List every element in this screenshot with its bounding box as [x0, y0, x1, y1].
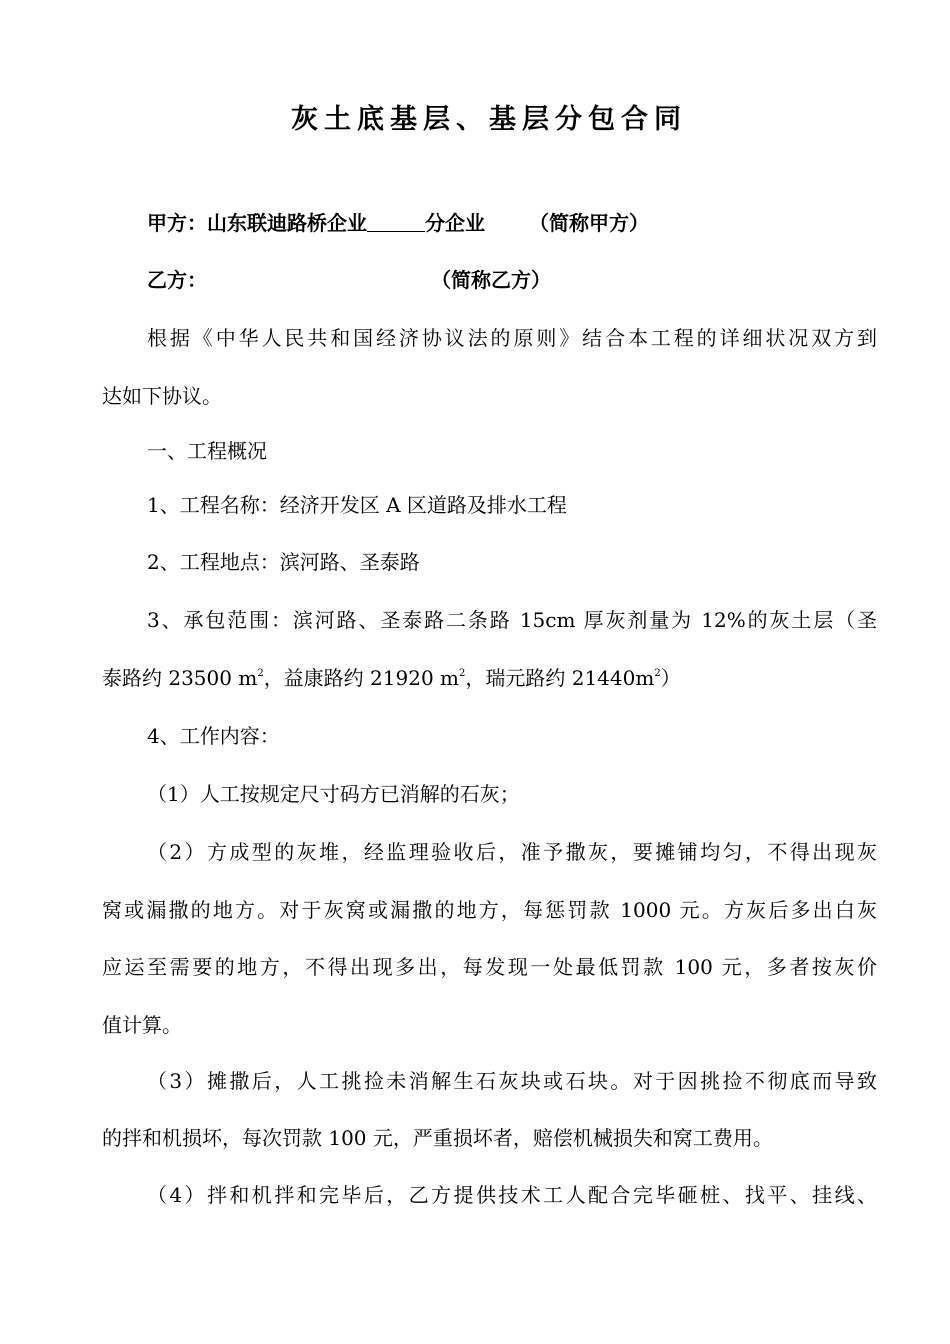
- scope-road-2: ，益康路约 21920 m: [263, 666, 459, 690]
- section-heading: 一、工程概况: [147, 439, 267, 463]
- work-item-3-line-1: （3）摊撒后，人工挑捡未消解生石灰块或石块。对于因挑捡不彻底而导致: [147, 1069, 877, 1093]
- party-a-short: （简称甲方）: [529, 211, 649, 235]
- work-item-4-line-1: （4）拌和机拌和完毕后，乙方提供技术工人配合完毕砸桩、找平、挂线、: [147, 1183, 877, 1207]
- work-item-2-line-4: 值计算。: [102, 1013, 182, 1037]
- contract-scope-line-2: [102, 664, 877, 692]
- work-content-heading: 4、工作内容：: [147, 724, 280, 748]
- party-a-blank: [367, 211, 425, 232]
- party-a-line: [147, 209, 877, 237]
- sup-1: 2: [257, 668, 264, 679]
- scope-road-1: 泰路约 23500 m: [102, 666, 258, 690]
- work-item-2-line-3: 应运至需要的地方，不得出现多出，每发现一处最低罚款 100 元，多者按灰价: [102, 955, 877, 979]
- sup-3: 2: [654, 668, 661, 679]
- party-b-line: [147, 266, 877, 294]
- scope-close: ）: [660, 666, 681, 690]
- sup-2: 2: [459, 668, 466, 679]
- intro-line-2: 达如下协议。: [102, 384, 222, 408]
- document-title: 灰土底基层、基层分包合同: [291, 104, 687, 135]
- party-b-label: 乙方：: [147, 268, 207, 292]
- work-item-2-line-2: 窝或漏撒的地方。对于灰窝或漏撒的地方，每惩罚款 1000 元。方灰后多出白灰: [102, 898, 877, 922]
- project-location: 2、工程地点：滨河路、圣泰路: [147, 550, 420, 574]
- work-item-3-line-2: 的拌和机损坏，每次罚款 100 元，严重损坏者，赔偿机械损失和窝工费用。: [102, 1126, 773, 1150]
- contract-scope-line-1: 3、承包范围：滨河路、圣泰路二条路 15cm 厚灰剂量为 12%的灰土层（圣: [147, 608, 877, 632]
- intro-line-1: 根据《中华人民共和国经济协议法的原则》结合本工程的详细状况双方到: [147, 326, 877, 350]
- party-a-label: 甲方：山东联迪路桥企业: [147, 211, 367, 235]
- party-a-suffix: 分企业: [425, 211, 485, 235]
- project-name: 1、工程名称：经济开发区 A 区道路及排水工程: [147, 493, 567, 517]
- scope-road-3: ，瑞元路约 21440m: [465, 666, 655, 690]
- work-item-1: （1）人工按规定尺寸码方已消解的石灰；: [147, 782, 520, 806]
- party-b-short: （简称乙方）: [431, 268, 551, 292]
- work-item-2-line-1: （2）方成型的灰堆，经监理验收后，准予撒灰，要摊铺均匀，不得出现灰: [147, 840, 877, 864]
